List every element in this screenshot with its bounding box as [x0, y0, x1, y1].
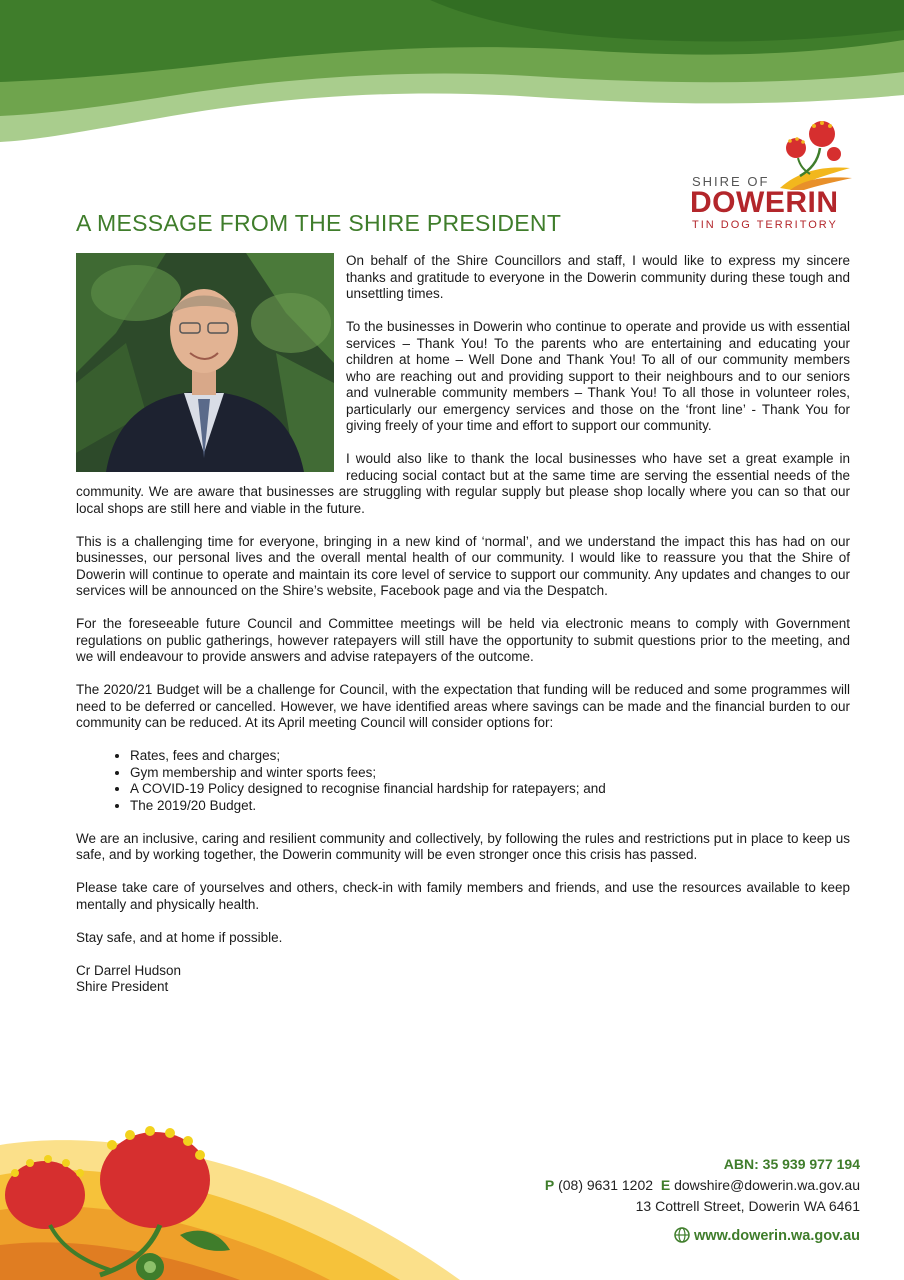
list-item: • The 2019/20 Budget. [130, 798, 850, 815]
shire-logo [688, 118, 858, 233]
email-label: E [660, 1177, 671, 1193]
logo-line1: SHIRE OF [692, 174, 770, 189]
contact-block [545, 1154, 860, 1247]
paragraph: This is a challenging time for everyone, bringing in a new kind of ‘normal’, and we understand the impact this has had on our businesses, our personal lives and the overall mental health of our community. I would like to reassure you that the Shire of Dowerin will continue to operate and maintain its core level of service to support our community. Any updates and changes to our services will be announced on the Shire’s website, Facebook page and via the Despatch. [76, 533, 850, 598]
signature-role: Shire President [76, 979, 169, 994]
paragraph: Stay safe, and at home if possible. [76, 929, 283, 945]
email-link[interactable]: dowshire@dowerin.wa.gov.au [674, 1177, 860, 1193]
budget-options-list [76, 748, 850, 814]
abn-number: ABN: 35 939 977 194 [723, 1156, 860, 1172]
footer-flower-art [0, 1125, 460, 1280]
portrait-photo [76, 253, 334, 472]
phone-label: P [544, 1177, 555, 1193]
paragraph: We are an inclusive, caring and resilient community and collectively, by following the rules and restrictions put in place to keep us safe, and by working together, the Dowerin community will be even stronger once this crisis has passed. [76, 830, 850, 862]
paragraph: I would also like to thank the local businesses who have set a great example in reducing social contact but at the same time are serving the essential needs of the community. We are aware that businesses are struggling with regular supply but please shop locally where you can so that our local shops are still here and viable in the future. [76, 451, 850, 516]
logo-name: DOWERIN [690, 186, 839, 219]
signature-name: Cr Darrel Hudson [76, 962, 182, 978]
paragraph: The 2020/21 Budget will be a challenge for Council, with the expectation that funding will be reduced and some programmes will need to be deferred or cancelled. However, we have identified areas where savings can be made and the financial burden to our community can be reduced. At its April meeting Council will consider options for: [76, 682, 850, 730]
website-link[interactable]: www.dowerin.wa.gov.au [694, 1228, 860, 1244]
paragraph: For the foreseeable future Council and Committee meetings will be held via electronic means to comply with Government regulations on public gatherings, however ratepayers will still have the opportunity to submit questions prior to the meeting, and we will endeavour to provide answers and advise ratepayers of the outcome. [76, 616, 850, 664]
paragraph: Please take care of yourselves and others, check-in with family members and friends, and use the resources available to keep mentally and physically health. [76, 880, 850, 912]
website-line[interactable] [545, 1226, 860, 1247]
list-item: • Rates, fees and charges; [130, 748, 850, 765]
flower-logo-icon [770, 118, 854, 190]
phone-number[interactable]: (08) 9631 1202 [558, 1177, 654, 1193]
page-title: A MESSAGE FROM THE SHIRE PRESIDENT [76, 210, 562, 236]
list-item: • Gym membership and winter sports fees; [130, 765, 850, 782]
list-item: • A COVID-19 Policy designed to recognise financial hardship for ratepayers; and [130, 781, 850, 798]
logo-tagline: TIN DOG TERRITORY [692, 219, 838, 231]
globe-icon [674, 1227, 690, 1243]
phone-email-line [545, 1175, 860, 1196]
paragraph: On behalf of the Shire Councillors and staff, I would like to express my sincere thanks and gratitude to everyone in the Dowerin community during these tough and unsettling times. [346, 253, 850, 301]
message-body [76, 253, 850, 996]
paragraph: To the businesses in Dowerin who continue to operate and provide us with essential services – Thank You! To the parents who are entertaining and educating your children at home – Well Done and Thank You! To all of our community members who are reaching out and providing support to their neighbours and to our seniors and vulnerable community members – Thank You! To all those in volunteer roles, particularly our emergency services and those on the ‘front line’ - Thank You for giving freely of your time and effort to support our community. [346, 319, 850, 433]
street-address: 13 Cottrell Street, Dowerin WA 6461 [635, 1198, 860, 1214]
